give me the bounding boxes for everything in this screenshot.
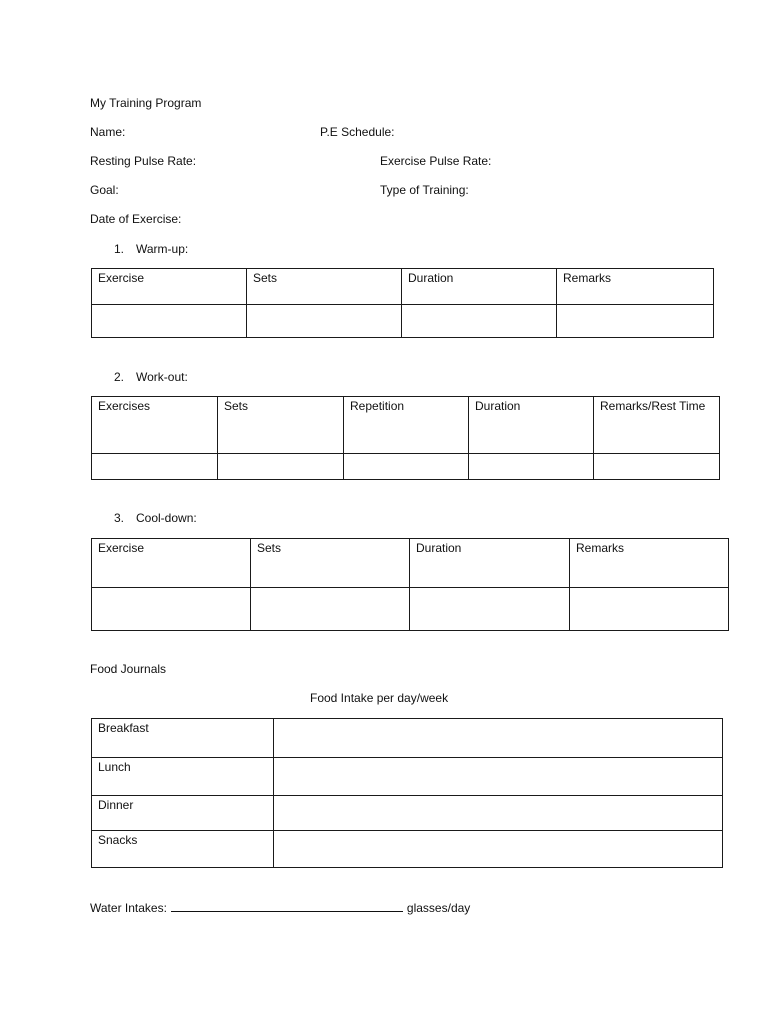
warmup-header-sets: Sets xyxy=(247,269,402,305)
water-intake-line xyxy=(90,900,470,915)
food-journals-heading: Food Journals xyxy=(90,662,167,676)
type-of-training-label: Type of Training: xyxy=(380,183,469,197)
warmup-cell[interactable] xyxy=(402,305,557,338)
exercise-pulse-label: Exercise Pulse Rate: xyxy=(380,154,492,168)
warmup-table xyxy=(91,268,714,338)
workout-cell[interactable] xyxy=(218,454,344,480)
warmup-cell[interactable] xyxy=(557,305,714,338)
cooldown-cell[interactable] xyxy=(570,588,729,631)
food-row-dinner-label: Dinner xyxy=(92,796,274,831)
date-of-exercise-label: Date of Exercise: xyxy=(90,212,182,226)
water-intake-label: Water Intakes: xyxy=(90,901,167,915)
resting-pulse-label: Resting Pulse Rate: xyxy=(90,154,197,168)
food-row-dinner-entry[interactable] xyxy=(274,796,723,831)
workout-cell[interactable] xyxy=(344,454,469,480)
food-intake-subheading: Food Intake per day/week xyxy=(310,691,449,705)
cooldown-header-sets: Sets xyxy=(251,539,410,588)
warmup-cell[interactable] xyxy=(92,305,247,338)
food-row-breakfast-label: Breakfast xyxy=(92,719,274,758)
workout-cell[interactable] xyxy=(92,454,218,480)
warmup-cell[interactable] xyxy=(247,305,402,338)
workout-header-remarks-rest-time: Remarks/Rest Time xyxy=(594,397,720,454)
cooldown-heading xyxy=(114,511,197,525)
water-intake-blank[interactable] xyxy=(171,900,403,912)
cooldown-header-remarks: Remarks xyxy=(570,539,729,588)
food-row-breakfast-entry[interactable] xyxy=(274,719,723,758)
cooldown-header-duration: Duration xyxy=(410,539,570,588)
warmup-header-remarks: Remarks xyxy=(557,269,714,305)
workout-header-repetition: Repetition xyxy=(344,397,469,454)
workout-header-duration: Duration xyxy=(469,397,594,454)
cooldown-cell[interactable] xyxy=(410,588,570,631)
cooldown-cell[interactable] xyxy=(251,588,410,631)
food-table xyxy=(91,718,723,868)
food-row-lunch-entry[interactable] xyxy=(274,758,723,796)
workout-heading xyxy=(114,370,188,384)
water-intake-unit: glasses/day xyxy=(406,901,471,915)
food-row-lunch-label: Lunch xyxy=(92,758,274,796)
warmup-heading-text: Warm-up: xyxy=(136,242,189,256)
workout-cell[interactable] xyxy=(469,454,594,480)
warmup-heading xyxy=(114,242,188,256)
workout-header-sets: Sets xyxy=(218,397,344,454)
cooldown-cell[interactable] xyxy=(92,588,251,631)
workout-table xyxy=(91,396,720,480)
page-title: My Training Program xyxy=(90,96,202,110)
goal-label: Goal: xyxy=(90,183,119,197)
warmup-header-duration: Duration xyxy=(402,269,557,305)
warmup-number: 1. xyxy=(114,242,125,256)
cooldown-number: 3. xyxy=(114,511,125,525)
cooldown-header-exercise: Exercise xyxy=(92,539,251,588)
cooldown-table xyxy=(91,538,729,631)
food-row-snacks-entry[interactable] xyxy=(274,831,723,868)
workout-cell[interactable] xyxy=(594,454,720,480)
name-label: Name: xyxy=(90,125,126,139)
cooldown-heading-text: Cool-down: xyxy=(136,511,197,525)
workout-header-exercises: Exercises xyxy=(92,397,218,454)
warmup-header-exercise: Exercise xyxy=(92,269,247,305)
workout-heading-text: Work-out: xyxy=(136,370,188,384)
pe-schedule-label: P.E Schedule: xyxy=(320,125,395,139)
workout-number: 2. xyxy=(114,370,125,384)
food-row-snacks-label: Snacks xyxy=(92,831,274,868)
